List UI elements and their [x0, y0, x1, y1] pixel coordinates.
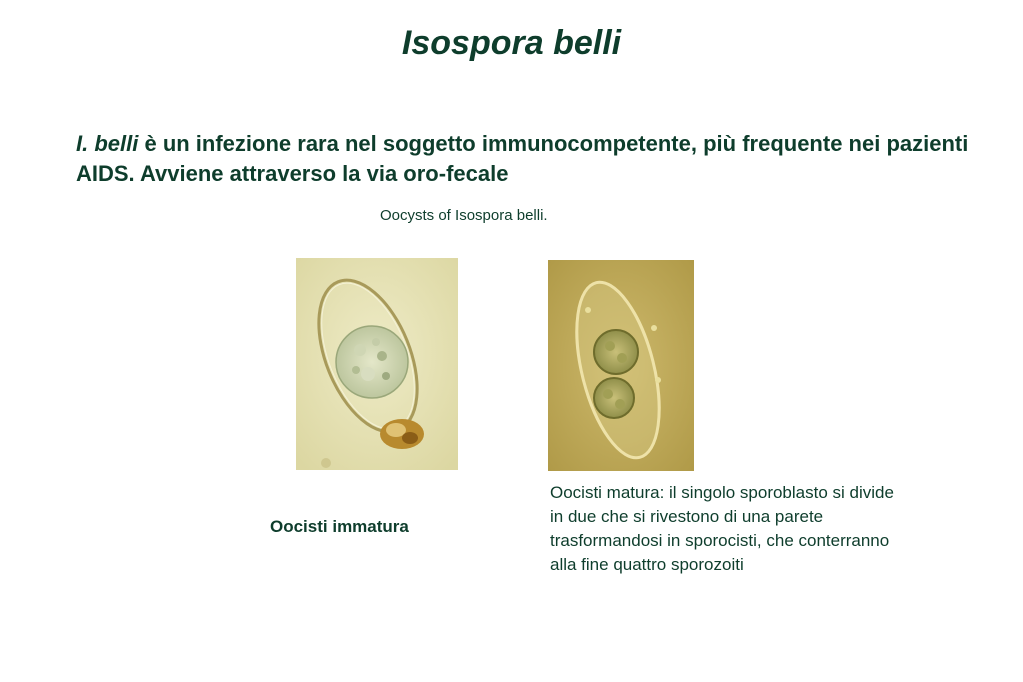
mature-oocyst-photo: [548, 260, 694, 471]
mature-oocyst-micrograph: [548, 260, 694, 471]
slide-title: Isospora belli: [401, 24, 622, 62]
immature-oocyst-photo: [296, 258, 458, 470]
immature-oocyst-label: Oocisti immatura: [270, 517, 409, 536]
immature-oocyst-micrograph: [296, 258, 458, 470]
mature-oocyst-label: Oocisti matura: il singolo sporoblasto si divide in due che si rivestono di una parete trasformandosi in sporocisti, che conterranno alla fine quattro sporozoiti: [550, 483, 894, 574]
intro-italic-lead: I. belli: [76, 131, 139, 156]
intro-text: è un infezione rara nel soggetto immunocompetente, più frequente nei pazienti AIDS. Avviene attraverso la via oro-fecale: [76, 131, 969, 186]
figure-caption: Oocysts of Isospora belli.: [380, 207, 548, 224]
intro-paragraph: [76, 129, 976, 189]
